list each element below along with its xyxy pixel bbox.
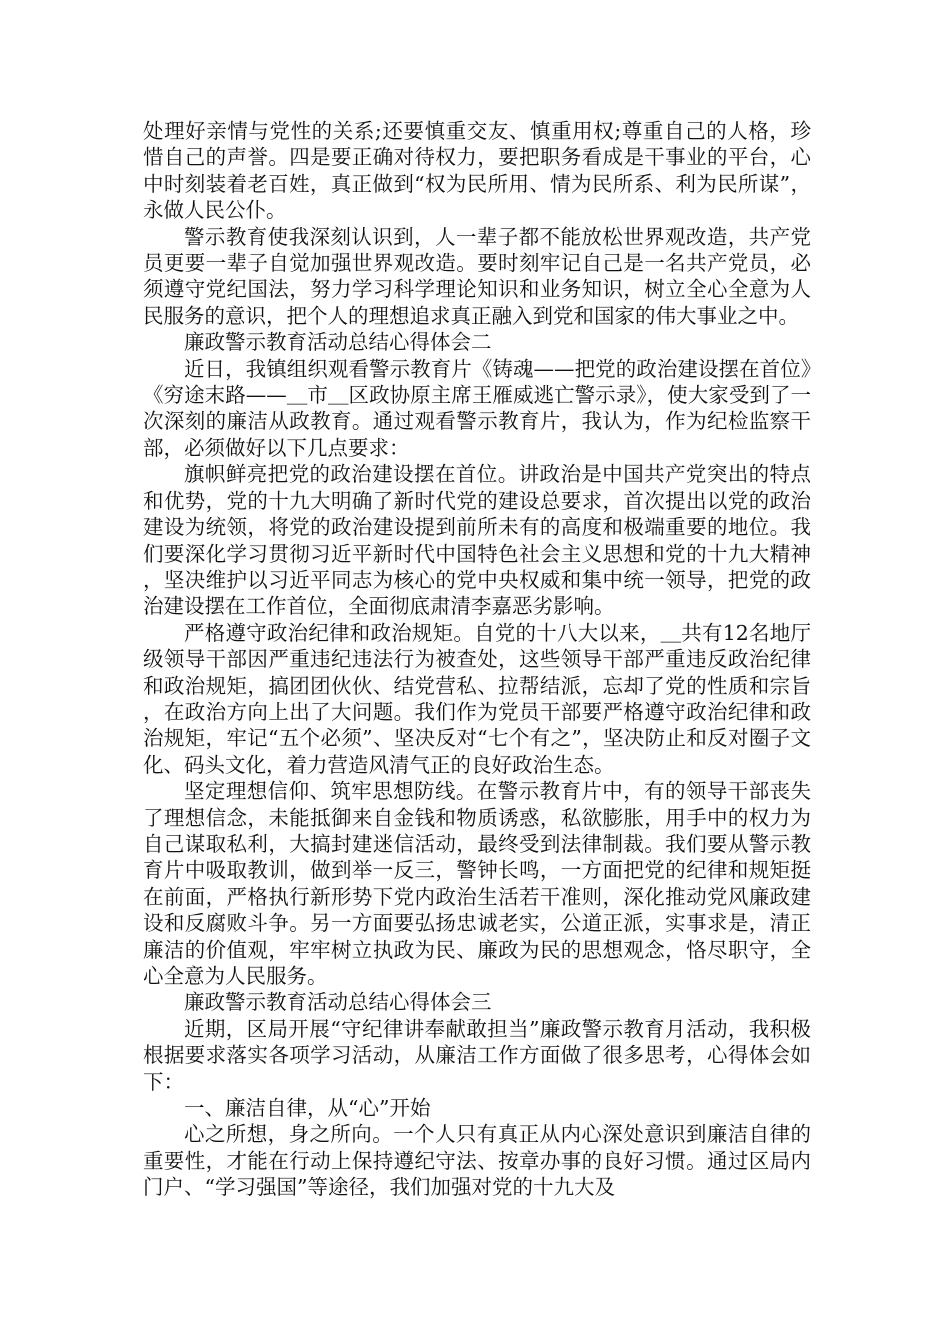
paragraph-1: 处理好亲情与党性的关系;还要慎重交友、慎重用权;尊重自己的人格，珍惜自己的声誉。四是要正确对待权力，要把职务看成是干事业的平台，心中时刻装着老百姓，真正做到“权为民所用、情为民所系、利为民所谋”，永做人民公仆。 xyxy=(143,119,811,223)
paragraph-2: 警示教育使我深刻认识到，人一辈子都不能放松世界观改造，共产党员更要一辈子自觉加强世界观改造。要时刻牢记自己是一名共产党员，必须遵守党纪国法，努力学习科学理论知识和业务知识，树立全心全意为人民服务的意识，把个人的理想追求真正融入到党和国家的伟大事业之中。 xyxy=(143,224,811,328)
paragraph-7: 近期，区局开展“守纪律讲奉献敢担当”廉政警示教育月活动，我积极根据要求落实各项学习活动，从廉洁工作方面做了很多思考，心得体会如下： xyxy=(143,1016,811,1094)
section-heading-3: 廉政警示教育活动总结心得体会三 xyxy=(184,990,492,1015)
paragraph-8: 心之所想，身之所向。一个人只有真正从内心深处意识到廉洁自律的重要性，才能在行动上保持遵纪守法、按章办事的良好习惯。通过区局内门户、“学习强国”等途径，我们加强对党的十九大及 xyxy=(143,1122,811,1200)
section-heading-2: 廉政警示教育活动总结心得体会二 xyxy=(184,330,492,355)
paragraph-5: 严格遵守政治纪律和政治规矩。自党的十八大以来，＿共有12名地厅级领导干部因严重违纪违法行为被查处，这些领导干部严重违反政治纪律和政治规矩，搞团团伙伙、结党营私、拉帮结派，忘却了党的性质和宗旨，在政治方向上出了大问题。我们作为党员干部要严格遵守政治纪律和政治规矩，牢记“五个必须”、坚决反对“七个有之”，坚决防止和反对圈子文化、码头文化，着力营造风清气正的良好政治生态。 xyxy=(143,620,811,777)
paragraph-3: 近日，我镇组织观看警示教育片《铸魂——把党的政治建设摆在首位》《穷途末路——＿市＿区政协原主席王雁威逃亡警示录》，使大家受到了一次深刻的廉洁从政教育。通过观看警示教育片，我认为，作为纪检监察干部，必须做好以下几点要求： xyxy=(143,356,811,460)
subsection-heading-1: 一、廉洁自律，从“心”开始 xyxy=(184,1096,431,1121)
paragraph-4: 旗帜鲜亮把党的政治建设摆在首位。讲政治是中国共产党突出的特点和优势，党的十九大明确了新时代党的建设总要求，首次提出以党的政治建设为统领，将党的政治建设提到前所未有的高度和极端重要的地位。我们要深化学习贯彻习近平新时代中国特色社会主义思想和党的十九大精神，坚决维护以习近平同志为核心的党中央权威和集中统一领导，把党的政治建设摆在工作首位，全面彻底肃清李嘉恶劣影响。 xyxy=(143,462,811,619)
paragraph-6: 坚定理想信仰、筑牢思想防线。在警示教育片中，有的领导干部丧失了理想信念，未能抵御来自金钱和物质诱惑，私欲膨胀，用手中的权力为自己谋取私利，大搞封建迷信活动，最终受到法律制裁。我们要从警示教育片中吸取教训，做到举一反三，警钟长鸣，一方面把党的纪律和规矩挺在前面，严格执行新形势下党内政治生活若干准则，深化推动党风廉政建设和反腐败斗争。另一方面要弘扬忠诚老实，公道正派，实事求是，清正廉洁的价值观，牢牢树立执政为民、廉政为民的思想观念，恪尽职守，全心全意为人民服务。 xyxy=(143,779,811,988)
document-page xyxy=(143,118,811,1201)
